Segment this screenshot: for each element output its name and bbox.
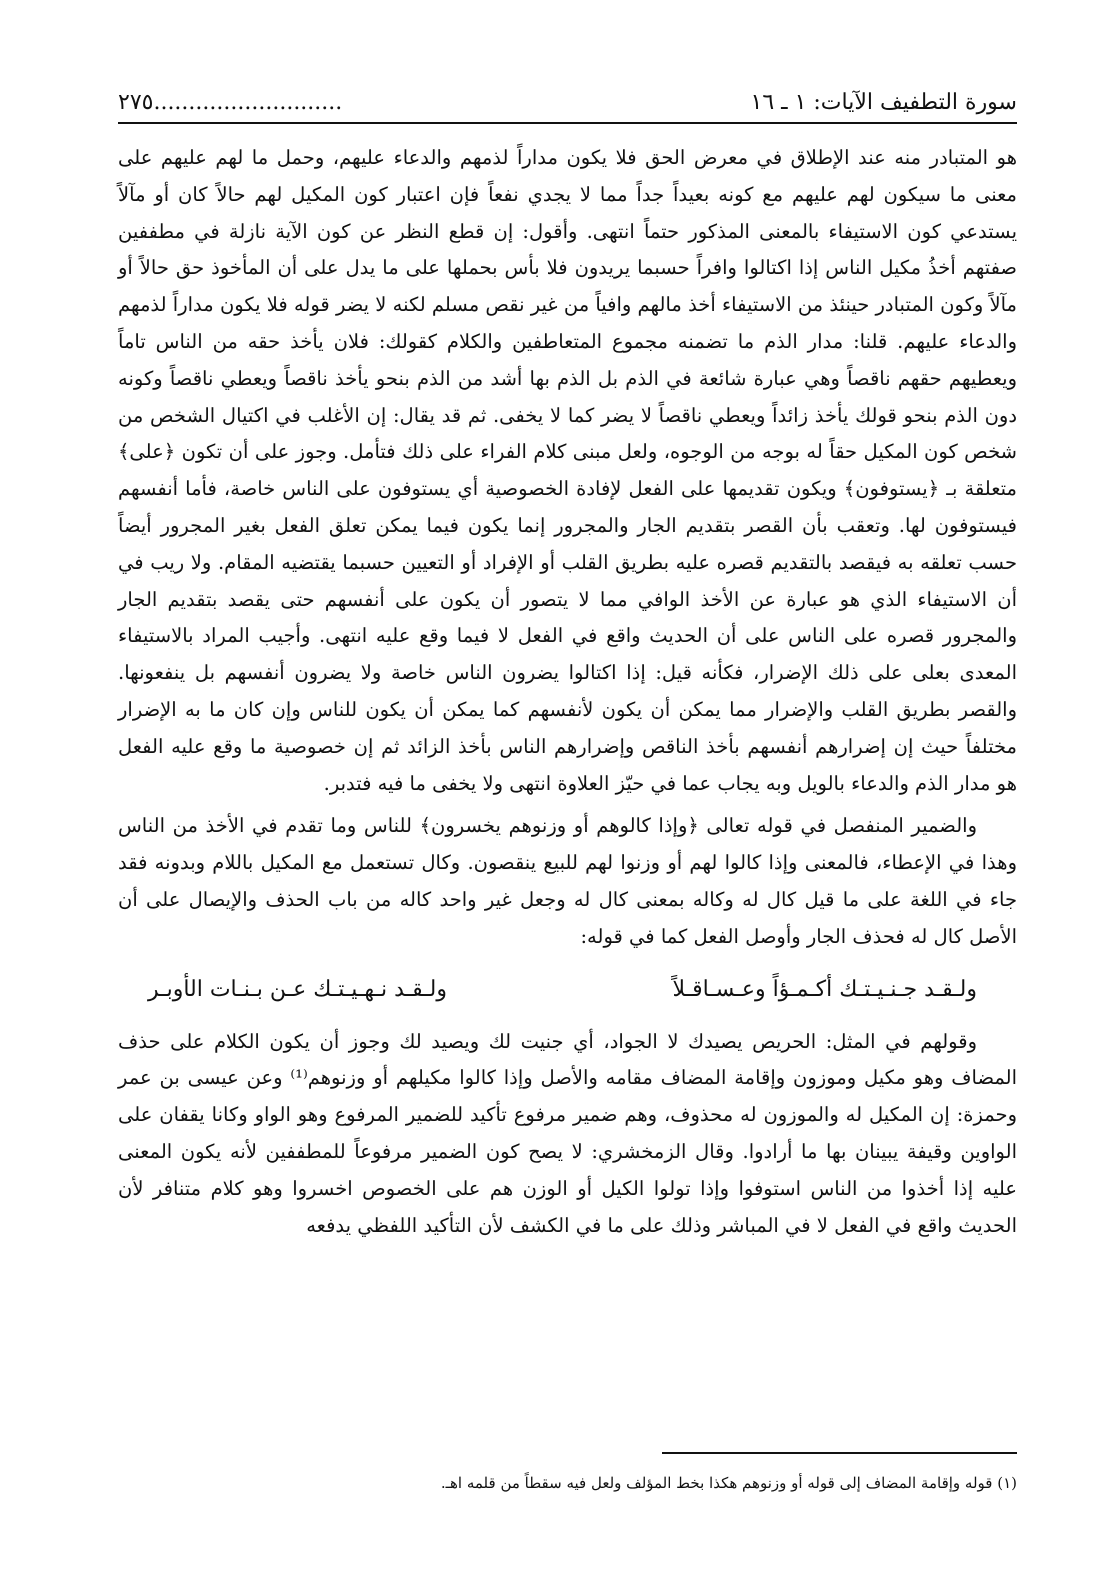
paragraph-3: وقولهم في المثل: الحريص يصيدك لا الجواد، أي جنيت لك ويصيد لك وجوز أن يكون الكلام على حذف المضاف وهو مكيل وموزون وإقامة المضاف مقامه والأصل وإذا كالوا مكيلهم أو وزنوهم⁽¹⁾ وعن عيسى بن عمر وحمزة: إن المكيل له والموزون له محذوف، وهم ضمير مرفوع تأكيد للضمير المرفوع وهو الواو وكانا يقفان على الواوين وقيفة يبينان بها ما أرادوا. وقال الزمخشري: لا يصح كون الضمير مرفوعاً للمطففين لأنه يكون المعنى عليه إذا أخذوا من الناس استوفوا وإذا تولوا الكيل أو الوزن هم على الخصوص اخسروا وهو كلام متنافر لأن الحديث واقع في الفعل لا في المباشر وذلك على ما في الكشف لأن التأكيد اللفظي يدفعه [118,1029,1017,1237]
verse-right-hemistich: ولـقـد جـنـيـتـك أكـمـؤاً وعـسـاقـلاً [672,976,977,1002]
running-header [118,84,1017,124]
paragraph-1: هو المتبادر منه عند الإطلاق في معرض الحق فلا يكون مداراً لذمهم والدعاء عليهم، وحمل ما لهم عليهم على معنى ما سيكون لهم عليهم مع كونه بعيداً جداً مما لا يجدي نفعاً فإن اعتبار كون المكيل لهم حالاً كان أو مآلاً يستدعي كون الاستيفاء بالمعنى المذكور حتماً انتهى. وأقول: إن قطع النظر عن كون الآية نازلة في مطففين صفتهم أخذُ مكيل الناس إذا اكتالوا وافراً حسبما يريدون فلا بأس بحملها على ما يدل على أن المأخوذ حق حالاً أو مآلاً وكون المتبادر حينئذ من الاستيفاء أخذ مالهم وافياً من غير نقص مسلم لكنه لا يضر قوله فلا يكون مداراً لذمهم والدعاء عليهم. قلنا: مدار الذم ما تضمنه مجموع المتعاطفين والكلام كقولك: فلان يأخذ حقه من الناس تاماً ويعطيهم حقهم ناقصاً وهي عبارة شائعة في الذم بل الذم بها أشد من الذم بنحو يأخذ ناقصاً ويعطي ناقصاً وكونه دون الذم بنحو قولك يأخذ زائداً ويعطي ناقصاً لا يضر كما لا يخفى. ثم قد يقال: إن الأغلب في اكتيال الشخص من شخص كون المكيل حقاً له بوجه من الوجوه، ولعل مبنى كلام الفراء على ذلك فتأمل. وجوز على أن تكون ﴿على﴾ متعلقة بـ ﴿يستوفون﴾ ويكون تقديمها على الفعل لإفادة الخصوصية أي يستوفون على الناس خاصة، فأما أنفسهم فيستوفون لها. وتعقب بأن القصر بتقديم الجار والمجرور إنما يكون فيما يمكن تعلق الفعل بغير المجرور أيضاً حسب تعلقه به فيقصد بالتقديم قصره عليه بطريق القلب أو الإفراد أو التعيين حسبما يقتضيه المقام. ولا ريب في أن الاستيفاء الذي هو عبارة عن الأخذ الوافي مما لا يتصور أن يكون على أنفسهم حتى يقصد بتقديم الجار والمجرور قصره على الناس على أن الحديث واقع في الفعل لا فيما وقع عليه انتهى. وأجيب المراد بالاستيفاء المعدى بعلى على ذلك الإضرار، فكأنه قيل: إذا اكتالوا يضرون الناس خاصة ولا يضرون أنفسهم بل ينفعونها. والقصر بطريق القلب والإضرار مما يمكن أن يكون لأنفسهم كما يمكن أن يكون للناس وإن كان ما به الإضرار مختلفاً حيث إن إضرارهم أنفسهم بأخذ الناقص وإضرارهم الناس بأخذ الزائد ثم إن خصوصية ما وقع عليه الفعل هو مدار الذم والدعاء بالويل وبه يجاب عما في حيّز العلاوة انتهى ولا يخفى ما فيه فتدبر. [118,146,1017,795]
verse-left-hemistich: ولـقـد نـهـيـتـك عـن بـنـات الأوبـر [148,976,447,1002]
page-number: ...........................٢٧٥ [118,90,343,115]
footnote: (١) قوله وإقامة المضاف إلى قوله أو وزنوهم هكذا بخط المؤلف ولعل فيه سقطاً من قلمه اهـ. [440,1474,1017,1492]
surah-title: سورة التطفيف الآيات: ١ ـ ١٦ [750,90,1017,115]
main-text [118,140,1017,1244]
poetry-verse [148,970,977,1010]
footnote-divider [662,1452,1017,1454]
paragraph-2: والضمير المنفصل في قوله تعالى ﴿وإذا كالوهم أو وزنوهم يخسرون﴾ للناس وما تقدم في الأخذ من الناس وهذا في الإعطاء، فالمعنى وإذا كالوا لهم أو وزنوا لهم للبيع ينقصون. وكال تستعمل مع المكيل باللام وبدونه فقد جاء في اللغة على ما قيل كال له وكاله بمعنى كال له وجعل غير واحد كاله من باب الحذف والإيصال على أن الأصل كال له فحذف الجار وأوصل الفعل كما في قوله: [118,814,1017,948]
